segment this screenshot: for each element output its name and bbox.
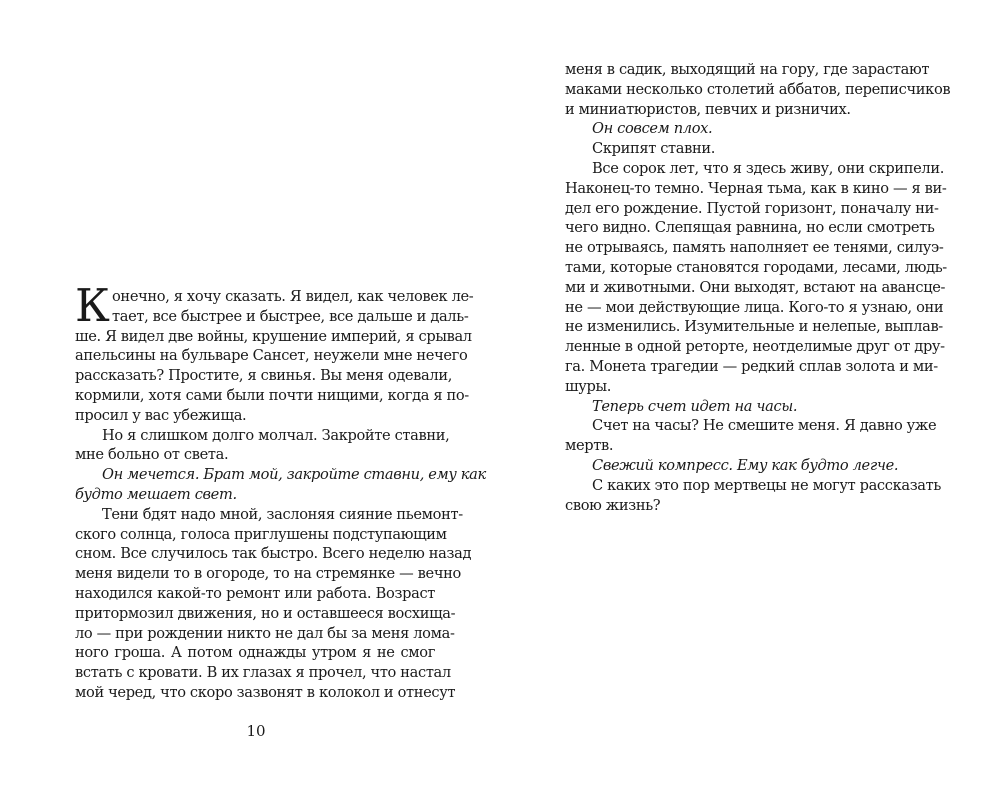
text-line: мертв. (565, 437, 614, 455)
text-line: С каких это пор мертвецы не могут рассказать (592, 476, 941, 494)
text-line: чего видно. Слепящая равнина, но если смотреть (565, 219, 935, 237)
text-line: га. Монета трагедии — редкий сплав золота и ми- (565, 357, 938, 375)
page-number: 10 (246, 722, 266, 740)
text-line: апельсины на бульваре Сансет, неужели мне нечего (75, 347, 468, 365)
text-line: сном. Все случилось так быстро. Всего неделю назад (75, 545, 472, 563)
text-line: дел его рождение. Пустой горизонт, поначалу ни- (565, 199, 939, 217)
text-line: Тени бдят надо мной, заслоняя сияние пьемонт- (102, 505, 463, 523)
text-line: Счет на часы? Не смешите меня. Я давно уже (592, 417, 937, 435)
text-line: рассказать? Простите, я свинья. Вы меня одевали, (75, 367, 452, 385)
text-line: просил у вас убежища. (75, 406, 247, 424)
text-line: Но я слишком долго молчал. Закройте ставни, (102, 426, 450, 444)
right-page-text (565, 60, 951, 515)
text-line: будто мешает свет. (75, 485, 237, 503)
text-line: кормили, хотя сами были почти нищими, когда я по- (75, 386, 469, 404)
text-line: онечно, я хочу сказать. Я видел, как человек ле- (112, 288, 474, 305)
text-line: встать с кровати. В их глазах я прочел, что настал (75, 664, 451, 682)
text-line: не — мои действующие лица. Кого-то я узнаю, они (565, 298, 944, 316)
text-line: тами, которые становятся городами, лесами, людь- (565, 258, 947, 276)
text-line: ло — при рождении никто не дал бы за меня лома- (75, 624, 455, 642)
text-line: свою жизнь? (565, 496, 661, 514)
text-line: шуры. (565, 377, 612, 395)
text-line: ленные в одной реторте, неотделимые друг от дру- (565, 338, 945, 356)
text-line: меня видели то в огороде, то на стремянке — вечно (75, 565, 461, 583)
text-line: Он совсем плох. (592, 120, 713, 138)
text-line: ного гроша. А потом однажды утром я не смог (75, 644, 435, 662)
text-line: Скрипят ставни. (592, 140, 716, 158)
text-line: находился какой-то ремонт или работа. Возраст (75, 584, 435, 602)
text-line: мне больно от света. (75, 446, 229, 464)
text-line: ше. Я видел две войны, крушение империй, я срывал (75, 327, 472, 345)
text-line: не изменились. Изумительные и нелепые, выплав- (565, 318, 943, 336)
text-line: меня в садик, выходящий на гору, где зарастают (565, 61, 930, 78)
text-line: ского солнца, голоса приглушены подступающим (75, 525, 447, 543)
text-line: и миниатюристов, певчих и ризничих. (565, 100, 851, 118)
text-line: мой черед, что скоро зазвонят в колокол и отнесут (75, 683, 456, 701)
text-line: ми и животными. Они выходят, встают на авансце- (565, 278, 946, 296)
text-line: Все сорок лет, что я здесь живу, они скрипели. (592, 159, 944, 177)
text-line: Теперь счет идет на часы. (592, 397, 798, 415)
text-line: не отрываясь, память наполняет ее тенями, силуэ- (565, 239, 944, 257)
text-line: тает, все быстрее и быстрее, все дальше и даль- (112, 307, 469, 325)
drop-cap: К (75, 279, 110, 332)
text-line: Он мечется. Брат мой, закройте ставни, ему как (102, 466, 486, 484)
text-line: маками несколько столетий аббатов, переписчиков (565, 80, 951, 98)
left-page-text (75, 279, 486, 703)
text-line: притормозил движения, но и оставшееся восхища- (75, 604, 456, 622)
text-line: Свежий компресс. Ему как будто легче. (592, 456, 899, 474)
text-line: Наконец-то темно. Черная тьма, как в кино — я ви- (565, 179, 947, 197)
